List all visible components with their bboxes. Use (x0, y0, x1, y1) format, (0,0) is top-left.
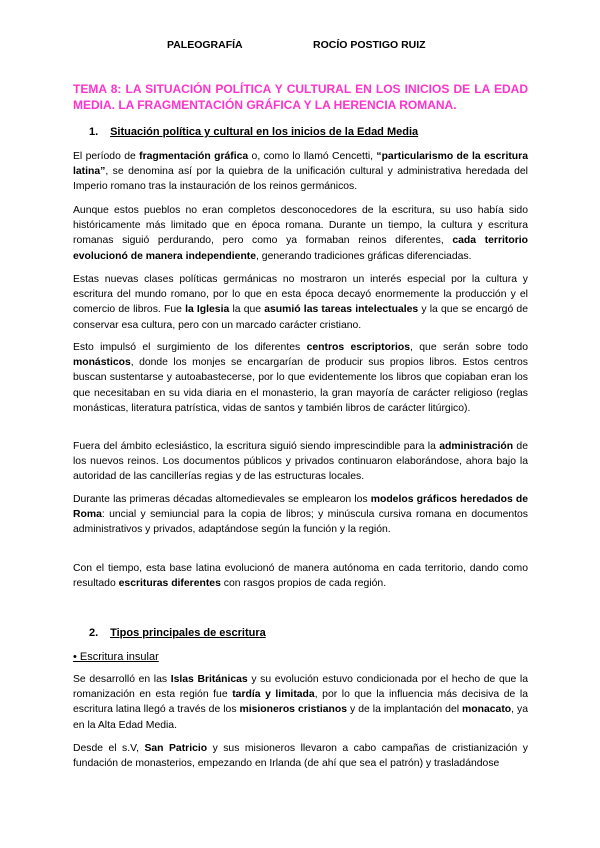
text-run: la que (229, 304, 265, 316)
section-2-heading (89, 626, 266, 640)
bold-text: administración (439, 441, 514, 452)
bold-text: tardía y limitada (232, 689, 315, 701)
text-run: de los nuevos reinos. Los documentos públicos y privados continuaron elaborándose, ahora bajo la autoridad de las cancillerías regias y de las estructuras locales. (73, 441, 528, 483)
bold-text: cada territorio evolucionó de manera independiente (73, 235, 528, 262)
bold-text: centros escriptorios (306, 342, 410, 353)
paragraph (73, 272, 528, 333)
text-run: : uncial y semiuncial para la copia de libros; y minúscula cursiva romana en documentos administrativos y privados, adaptándose según la función y la región. (73, 509, 528, 536)
subheading-insular: • Escritura insular (73, 651, 159, 663)
paragraph (73, 203, 528, 264)
text-run: , por lo que la influencia más decisiva de la escritura latina llegó a través de los (73, 689, 528, 716)
section-title: Tipos principales de escritura (110, 627, 266, 639)
page-header (0, 39, 600, 53)
document-title: TEMA 8: LA SITUACIÓN POLÍTICA Y CULTURAL EN LOS INICIOS DE LA EDAD MEDIA. LA FRAGMENTACIÓN GRÁFICA Y LA HERENCIA ROMANA. (73, 82, 528, 112)
bold-text: fragmentación gráfica (139, 151, 249, 162)
paragraph (73, 439, 528, 485)
text-run: , se denomina así por la quiebra de la unificación cultural y administrativa heredada del Imperio romano tras la instauración de los reinos germánicos. (73, 166, 528, 193)
text-run: y sus misioneros llevaron a cabo campañas de cristianización y fundación de monasterios, empezando en Irlanda (de ahí que sea el patrón) y trasladándose (73, 743, 528, 770)
paragraph (73, 672, 528, 733)
paragraph (73, 340, 528, 416)
text-run: y de la implantación del (347, 704, 463, 716)
header-author: ROCÍO POSTIGO RUIZ (313, 39, 426, 51)
paragraph (73, 561, 528, 591)
text-run: , que serán sobre todo (410, 342, 528, 353)
section-number: 2. (89, 627, 99, 639)
text-run: , ya en la Alta Edad Media. (73, 704, 528, 731)
section-title: Situación política y cultural en los inicios de la Edad Media (110, 126, 419, 138)
bold-text: modelos gráficos heredados de Roma (73, 494, 528, 521)
bold-text: monásticos (73, 357, 131, 369)
paragraph (73, 741, 528, 771)
text-run: o, como lo llamó Cencetti, (248, 151, 377, 162)
text-run: El período de (73, 151, 140, 162)
bold-text: la Iglesia (185, 304, 230, 316)
text-run: Con el tiempo, esta base latina evolucionó de manera autónoma en cada territorio, dando como resultado (73, 563, 528, 590)
bold-text: “particularismo de la escritura latina” (73, 151, 528, 178)
text-run: con rasgos propios de cada región. (220, 578, 387, 590)
text-run: y la que se encargó de conservar esa cultura, pero con un marcado carácter cristiano. (73, 304, 528, 331)
paragraph (73, 492, 528, 538)
bold-text: asumió las tareas intelectuales (264, 304, 419, 316)
header-subject: PALEOGRAFÍA (167, 39, 243, 51)
text-run: , donde los monjes se encargarían de producir sus propios libros. Estos centros buscan sustentarse y autoabastecerse, por lo que evidentemente los libros que copiaban eran los que necesitaban en su vida diaria en el monasterio, la gran mayoría de carácter religioso (reglas monásticas, literatura patrística, vidas de santos y también libros de carácter litúrgico). (73, 357, 528, 414)
bold-text: misioneros cristianos (239, 704, 348, 716)
section-number: 1. (89, 126, 99, 138)
bold-text: escrituras diferentes (118, 578, 221, 590)
paragraph (73, 149, 528, 195)
text-run: Fuera del ámbito eclesiástico, la escritura siguió siendo imprescindible para la (73, 441, 440, 452)
text-run: Esto impulsó el surgimiento de los diferentes (73, 342, 307, 353)
text-run: Se desarrolló en las (73, 674, 171, 685)
bold-text: San Patricio (144, 743, 208, 754)
bold-text: Islas Británicas (170, 674, 248, 685)
text-run: Aunque estos pueblos no eran completos desconocedores de la escritura, su uso había sido históricamente más limitado que en época romana. Durante un tiempo, la cultura y escritura romanas siguió perdurando, pero como ya formaban reinos diferentes, (73, 205, 528, 247)
text-run: y su evolución estuvo condicionada por el hecho de que la romanización en esta región fue (73, 674, 529, 701)
bold-text: monacato (462, 704, 512, 716)
section-1-heading (89, 125, 418, 139)
text-run: Durante las primeras décadas altomedievales se emplearon los (73, 494, 371, 505)
text-run: , generando tradiciones gráficas diferenciadas. (256, 250, 472, 262)
text-run: Estas nuevas clases políticas germánicas no mostraron un interés especial por la cultura y escritura del mundo romano, por lo que en esta época decayó enormemente la producción y el comercio de libros. Fue (73, 274, 528, 316)
text-run: Desde el s.V, (73, 743, 145, 754)
